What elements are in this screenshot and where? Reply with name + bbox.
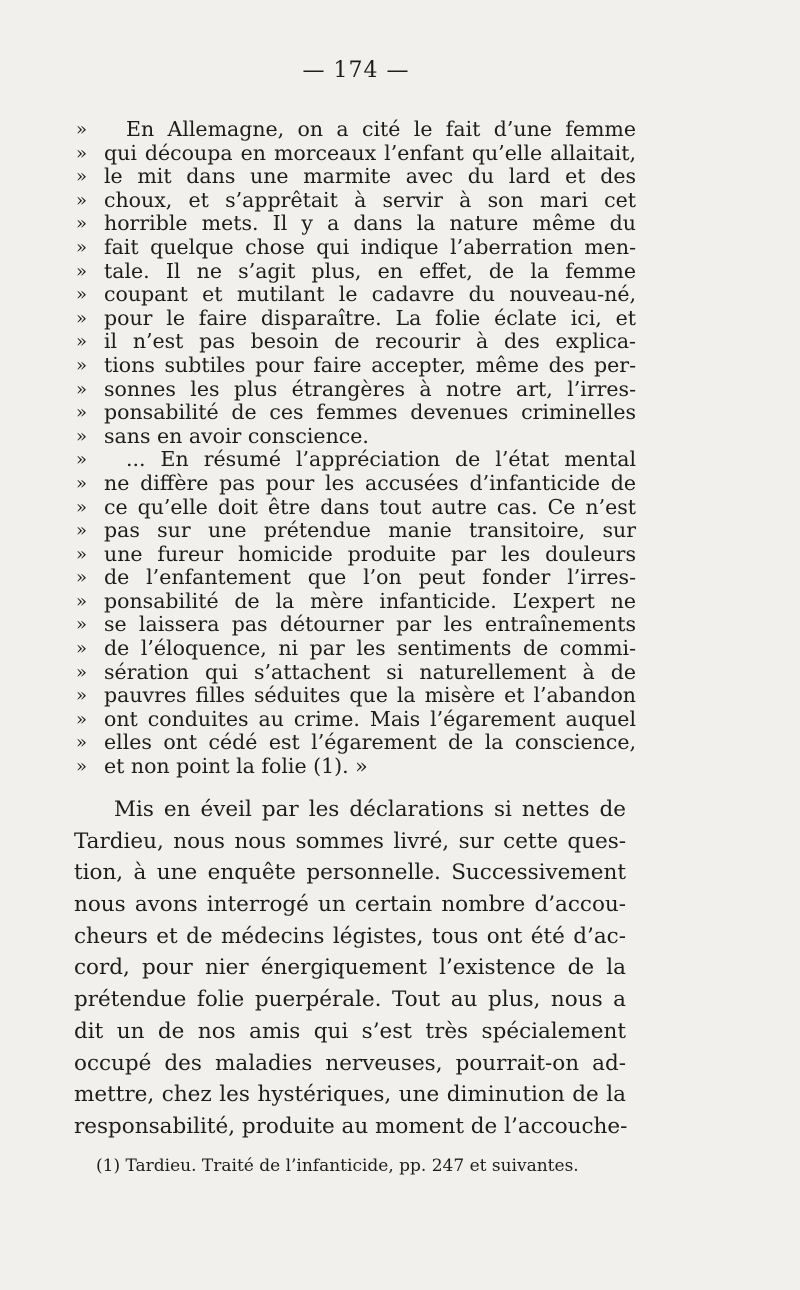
quote-mark: »: [76, 590, 88, 612]
quote-line: » ne diffère pas pour les accusées d’infanticide de: [76, 470, 636, 495]
quote-line: » une fureur homicide produite par les douleurs: [76, 541, 636, 566]
quote-mark: »: [76, 614, 88, 636]
quote-line: » coupant et mutilant le cadavre du nouveau-né,: [76, 282, 636, 307]
footnote: (1) Tardieu. Traité de l’infanticide, pp. 247 et suivantes.: [96, 1156, 579, 1176]
quote-line: » sération qui s’attachent si naturellement à de: [76, 659, 636, 684]
quote-line: » tale. Il ne s’agit plus, en effet, de la femme: [76, 258, 636, 283]
quote-line: » horrible mets. Il y a dans la nature même du: [76, 211, 636, 236]
body-line: cheurs et de médecins légistes, tous ont été d’ac-: [74, 923, 626, 949]
quote-line: » et non point la folie (1). »: [76, 754, 368, 779]
quote-line: » sans en avoir conscience.: [76, 423, 369, 448]
quote-mark: »: [76, 756, 88, 778]
quote-mark: »: [76, 425, 88, 447]
quote-mark: »: [76, 543, 88, 565]
quote-line: » pour le faire disparaître. La folie éclate ici, et: [76, 305, 636, 330]
quote-mark: »: [76, 260, 88, 282]
body-line: occupé des maladies nerveuses, pourrait-on ad-: [74, 1050, 626, 1076]
quote-line: » En Allemagne, on a cité le fait d’une femme: [76, 117, 636, 141]
quote-mark: »: [76, 520, 88, 542]
body-line: Tardieu, nous nous sommes livré, sur cette ques-: [74, 828, 626, 854]
quote-line: » qui découpa en morceaux l’enfant qu’elle allaitait,: [76, 140, 636, 165]
quote-line: » sonnes les plus étrangères à notre art, l’irres-: [76, 376, 636, 401]
quote-line: » le mit dans une marmite avec du lard et des: [76, 164, 636, 189]
quote-mark: »: [76, 378, 88, 400]
quote-line: » pauvres filles séduites que la misère et l’abandon: [76, 683, 636, 708]
quote-mark: »: [76, 354, 88, 376]
quote-mark: »: [76, 661, 88, 683]
quote-mark: »: [76, 189, 88, 211]
body-line: tion, à une enquête personnelle. Successivement: [74, 860, 626, 886]
quote-line: » pas sur une prétendue manie transitoire, sur: [76, 518, 636, 543]
quote-mark: »: [76, 402, 88, 424]
body-line: nous avons interrogé un certain nombre d’accou-: [74, 892, 626, 918]
quote-line: » ... En résumé l’appréciation de l’état mental: [76, 447, 636, 472]
quote-line: » fait quelque chose qui indique l’aberration men-: [76, 234, 636, 259]
quote-line: » ont conduites au crime. Mais l’égarement auquel: [76, 706, 636, 731]
body-line: responsabilité, produite au moment de l’accouche-: [74, 1113, 628, 1139]
quote-mark: »: [76, 496, 88, 518]
quote-line: » ponsabilité de la mère infanticide. L’expert ne: [76, 588, 636, 613]
quote-mark: »: [76, 567, 88, 589]
body-line: cord, pour nier énergiquement l’existence de la: [74, 955, 626, 981]
page-number: — 174 —: [302, 58, 410, 83]
quote-mark: »: [76, 638, 88, 660]
quote-line: » de l’enfantement que l’on peut fonder l’irres-: [76, 565, 636, 590]
quote-mark: »: [76, 119, 88, 140]
quote-mark: »: [76, 284, 88, 306]
body-line: mettre, chez les hystériques, une diminution de la: [74, 1082, 626, 1108]
quote-line: » elles ont cédé est l’égarement de la conscience,: [76, 730, 636, 755]
quote-mark: »: [76, 331, 88, 353]
quote-mark: »: [76, 732, 88, 754]
body-line: Mis en éveil par les déclarations si nettes de: [114, 797, 626, 822]
quote-line: » il n’est pas besoin de recourir à des explica-: [76, 329, 636, 354]
quote-line: » tions subtiles pour faire accepter, même des per-: [76, 352, 636, 377]
quote-line: » de l’éloquence, ni par les sentiments de commi-: [76, 636, 636, 661]
quote-line: » ponsabilité de ces femmes devenues criminelles: [76, 400, 636, 425]
quote-mark: »: [76, 142, 88, 164]
body-line: dit un de nos amis qui s’est très spécialement: [74, 1018, 626, 1044]
quote-mark: »: [76, 685, 88, 707]
quote-mark: »: [76, 166, 88, 188]
body-line: prétendue folie puerpérale. Tout au plus, nous a: [74, 987, 626, 1013]
quote-mark: »: [76, 213, 88, 235]
quote-mark: »: [76, 708, 88, 730]
quote-line: » ce qu’elle doit être dans tout autre cas. Ce n’est: [76, 494, 636, 519]
quote-mark: »: [76, 236, 88, 258]
quote-line: » choux, et s’apprêtait à servir à son mari cet: [76, 187, 636, 212]
quotation-block: [76, 118, 636, 779]
quote-line: » se laissera pas détourner par les entraînements: [76, 612, 636, 637]
quote-mark: »: [76, 472, 88, 494]
quote-mark: »: [76, 307, 88, 329]
body-paragraph: [74, 794, 626, 1143]
quote-mark: »: [76, 449, 88, 471]
